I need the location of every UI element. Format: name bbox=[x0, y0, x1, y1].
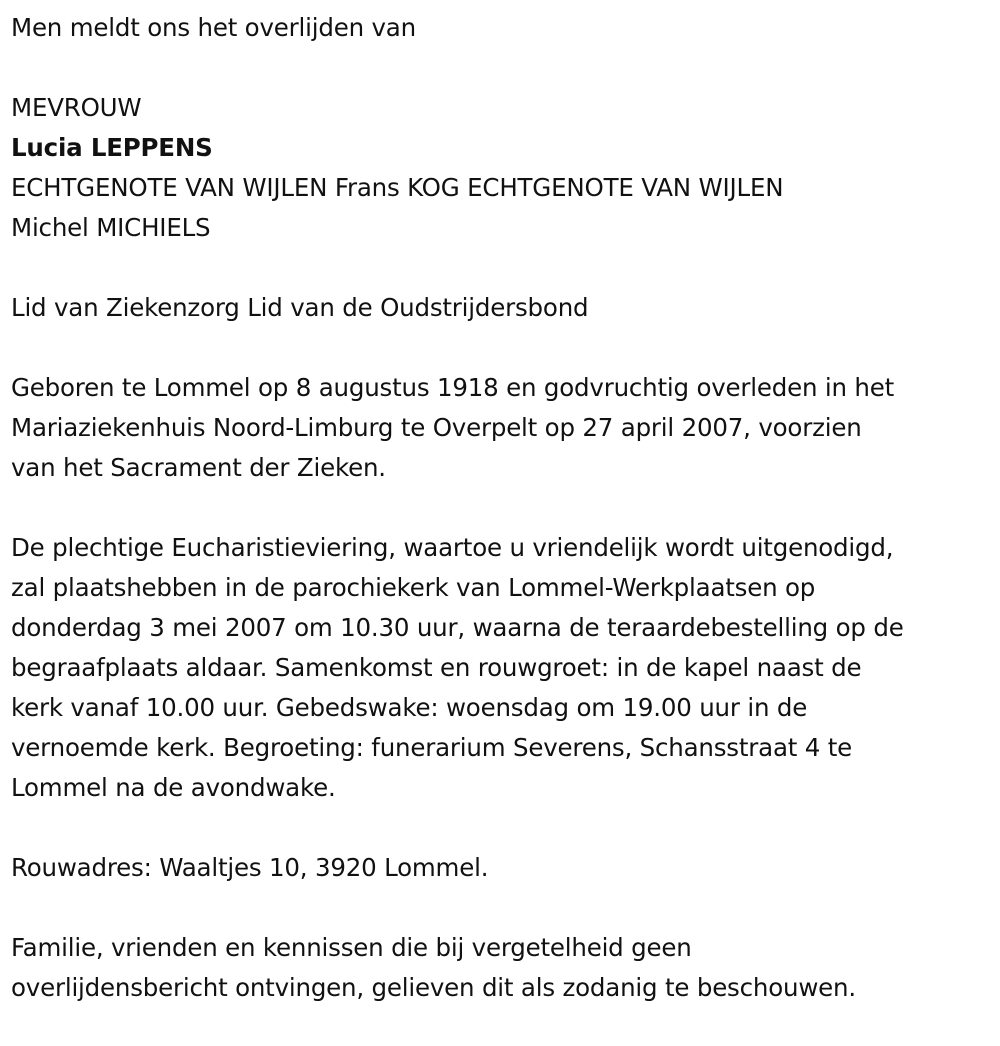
spacer bbox=[11, 808, 990, 848]
ceremony-line: De plechtige Eucharistieviering, waartoe u vriendelijk wordt uitgenodigd, bbox=[11, 533, 894, 562]
birth-death-line: Mariaziekenhuis Noord-Limburg te Overpelt op 27 april 2007, voorzien bbox=[11, 413, 862, 442]
birth-death-paragraph bbox=[11, 368, 990, 488]
spacer bbox=[11, 248, 990, 288]
spouse-line-1: ECHTGENOTE VAN WIJLEN Frans KOG ECHTGENOTE VAN WIJLEN bbox=[11, 173, 784, 202]
spacer bbox=[11, 328, 990, 368]
spacer bbox=[11, 888, 990, 928]
deceased-name: Lucia LEPPENS bbox=[11, 133, 213, 162]
closing-paragraph bbox=[11, 928, 990, 1008]
closing-line: Familie, vrienden en kennissen die bij vergetelheid geen bbox=[11, 933, 692, 962]
ceremony-paragraph bbox=[11, 528, 990, 808]
spacer bbox=[11, 48, 990, 88]
memberships-text: Lid van Ziekenzorg Lid van de Oudstrijdersbond bbox=[11, 293, 589, 322]
ceremony-line: vernoemde kerk. Begroeting: funerarium Severens, Schansstraat 4 te bbox=[11, 733, 853, 762]
closing-line: overlijdensbericht ontvingen, gelieven dit als zodanig te beschouwen. bbox=[11, 973, 856, 1002]
spacer bbox=[11, 488, 990, 528]
spouse-line-2: Michel MICHIELS bbox=[11, 213, 211, 242]
ceremony-line: donderdag 3 mei 2007 om 10.30 uur, waarna de teraardebestelling op de bbox=[11, 613, 904, 642]
ceremony-line: begraafplaats aldaar. Samenkomst en rouwgroet: in de kapel naast de bbox=[11, 653, 862, 682]
honorific: MEVROUW bbox=[11, 93, 142, 122]
ceremony-line: zal plaatshebben in de parochiekerk van Lommel-Werkplaatsen op bbox=[11, 573, 816, 602]
intro-text: Men meldt ons het overlijden van bbox=[11, 13, 416, 42]
birth-death-line: van het Sacrament der Zieken. bbox=[11, 453, 386, 482]
mourning-address: Rouwadres: Waaltjes 10, 3920 Lommel. bbox=[11, 853, 489, 882]
birth-death-line: Geboren te Lommel op 8 augustus 1918 en godvruchtig overleden in het bbox=[11, 373, 895, 402]
ceremony-line: Lommel na de avondwake. bbox=[11, 773, 336, 802]
ceremony-line: kerk vanaf 10.00 uur. Gebedswake: woensdag om 19.00 uur in de bbox=[11, 693, 808, 722]
